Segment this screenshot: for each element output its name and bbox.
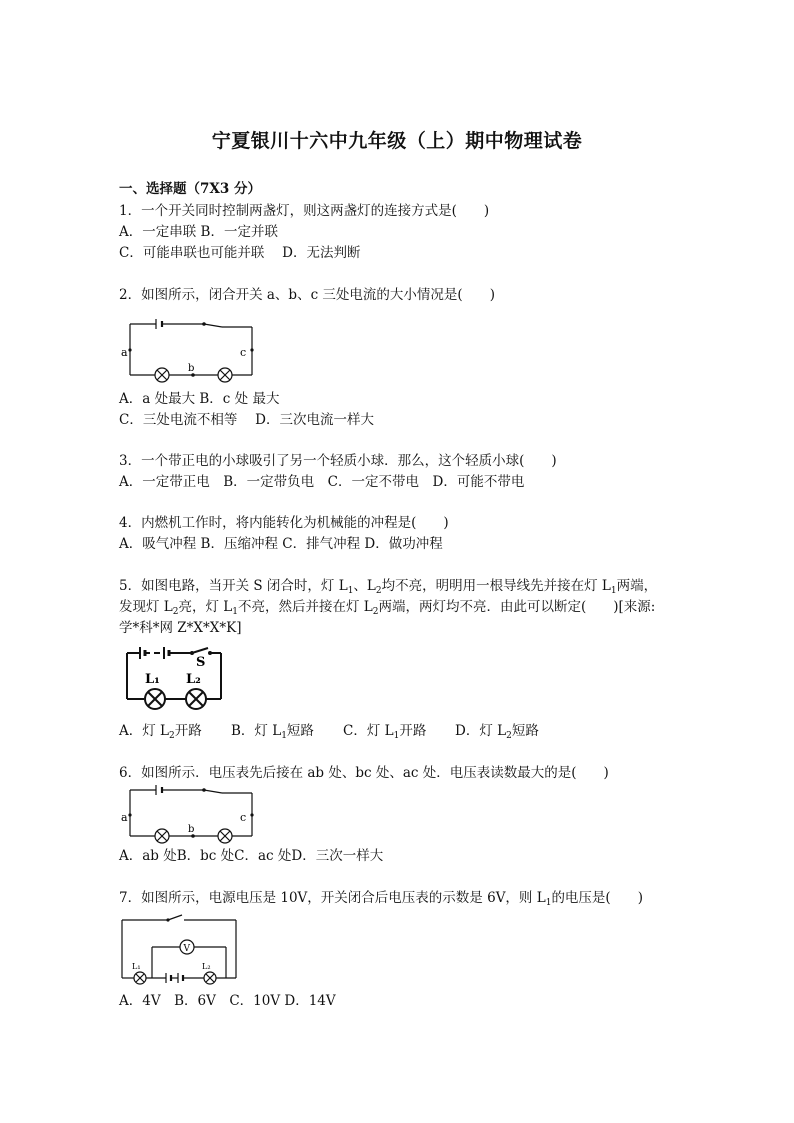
label-a: a [121,811,128,824]
label-l1: L₁ [132,962,141,971]
question-3-stem: 3．一个带正电的小球吸引了另一个轻质小球．那么，这个轻质小球( ) [119,453,557,469]
question-2-options-row-1: A．a 处最大 B．c 处 最大 [119,391,280,407]
question-2-circuit-figure [118,316,258,386]
question-5-option-a: A．灯 $L_2$开路 [119,723,202,741]
page-title: 宁夏银川十六中九年级（上）期中物理试卷 [211,130,583,152]
question-4-stem: 4．内燃机工作时，将内能转化为机械能的冲程是( ) [119,515,449,531]
voltmeter-label: V [183,944,190,954]
question-7-circuit-figure [118,912,243,984]
question-1-stem: 1．一个开关同时控制两盏灯，则这两盏灯的连接方式是( ) [119,203,490,219]
label-c: c [240,811,247,824]
section-heading: 一、选择题（7X3 分） [119,181,261,197]
label-l2: L₂ [202,962,211,971]
question-5-circuit-figure [124,645,234,707]
question-7-options: A．4V B．6V C．10V D．14V [119,993,336,1009]
label-c: c [240,346,247,359]
question-5-stem-line-1: 5．如图电路，当开关 S 闭合时，灯 $L_1$、$L_2$均不亮，明明用一根导线先并接在灯 $L_1$两端， [119,578,658,596]
label-b: b [188,824,195,835]
label-a: a [121,346,128,359]
question-6-stem: 6．如图所示．电压表先后接在 ab 处、bc 处、ac 处．电压表读数最大的是( ) [119,765,609,781]
question-5-option-b: B．灯 $L_1$短路 [231,723,314,741]
question-5-option-d: D．灯 $L_2$短路 [455,723,539,741]
label-switch-s: S [196,655,206,670]
question-6-circuit-figure [118,783,258,845]
question-1-options-row-1: A．一定串联 B．一定并联 [119,224,278,240]
question-5-source-note: 学*科*网 Z*X*X*K] [119,620,242,636]
question-3-options: A．一定带正电 B．一定带负电 C．一定不带电 D．可能不带电 [119,474,525,490]
question-5-option-c: C．灯 $L_1$开路 [343,723,427,741]
question-7-stem: 7．如图所示，电源电压是 10V，开关闭合后电压表的示数是 6V，则 $L_1$的电压是( ) [119,890,643,908]
label-l2: L₂ [186,672,201,687]
question-6-options: A．ab 处B．bc 处C．ac 处D．三次一样大 [119,848,384,864]
label-l1: L₁ [145,672,160,687]
question-1-options-row-2: C．可能串联也可能并联 D．无法判断 [119,245,361,261]
question-2-options-row-2: C．三处电流不相等 D．三次电流一样大 [119,412,374,428]
question-5-stem-line-2: 发现灯 $L_2$亮，灯 $L_1$不亮，然后并接在灯 $L_2$两端，两灯均不亮．由此可以断定( )[来源: [119,599,656,617]
question-2-stem: 2．如图所示，闭合开关 a、b、c 三处电流的大小情况是( ) [119,287,495,303]
question-4-options: A．吸气冲程 B．压缩冲程 C．排气冲程 D．做功冲程 [119,536,443,552]
label-b: b [188,363,195,374]
